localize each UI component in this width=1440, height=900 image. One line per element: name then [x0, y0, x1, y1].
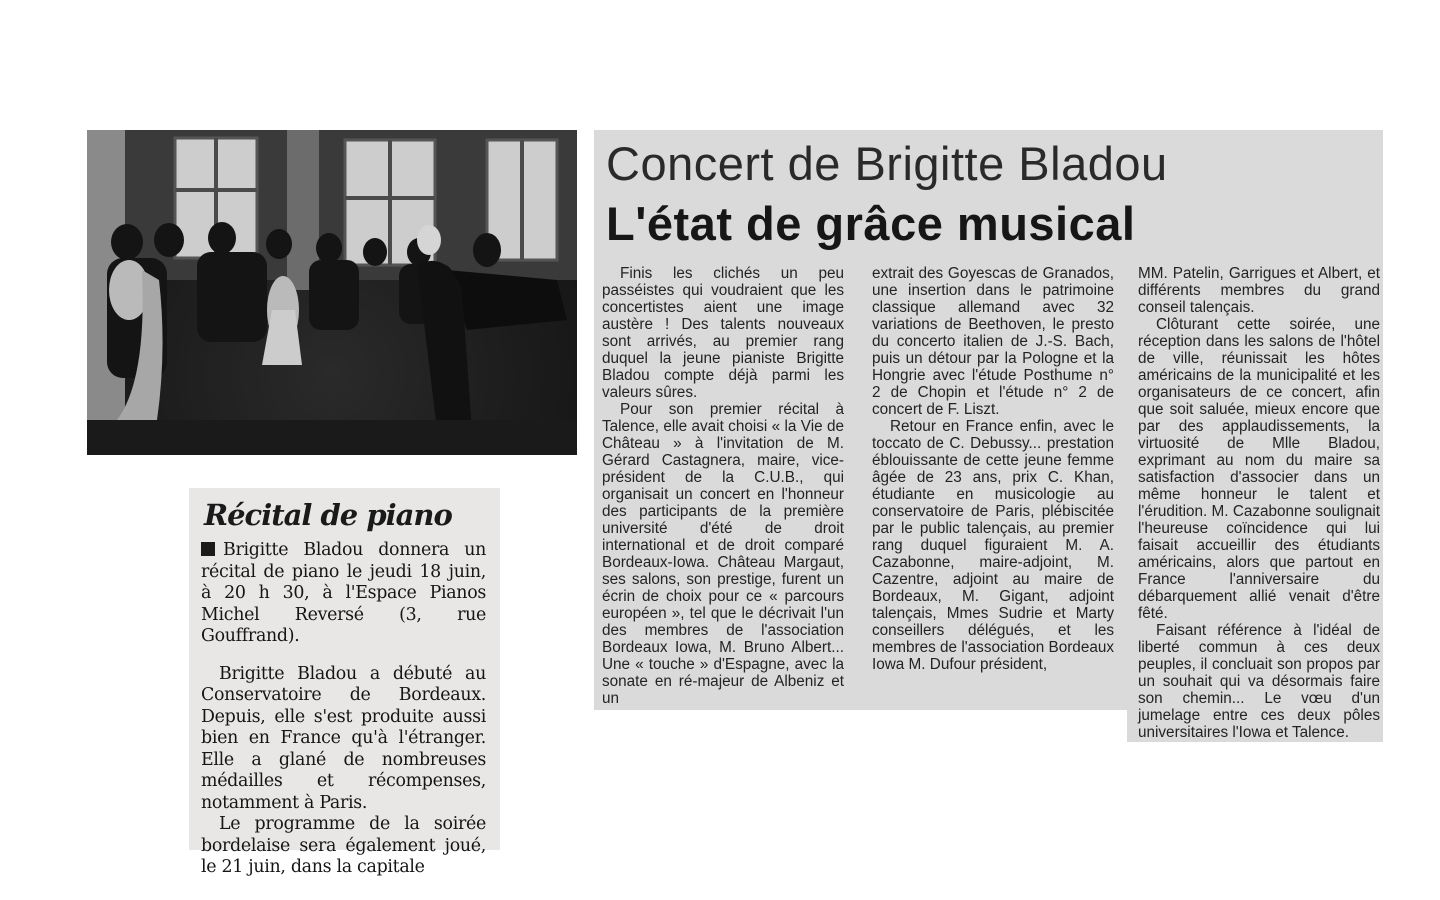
recital-headline: Récital de piano [204, 498, 452, 532]
article-column-1 [602, 265, 844, 707]
article-paragraph: MM. Patelin, Garrigues et Albert, et différents membres du grand conseil talençais. [1138, 265, 1380, 316]
square-bullet-icon [201, 542, 215, 556]
recital-clipping [189, 488, 500, 877]
recital-paragraph [201, 540, 486, 648]
article-paragraph: Faisant référence à l'idéal de liberté commun à ces deux peuples, il concluait son propos par un souhait qui va désormais faire son chemin... Le vœu d'un jumelage entre ces deux pôles universitaires l'Iowa et Talence. [1138, 622, 1380, 741]
article-paragraph: Pour son premier récital à Talence, elle avait choisi « la Vie de Château » à l'invitation de M. Gérard Castagnera, maire, vice-président de la C.U.B., qui organisait un concert en l'honneur des participants de la première université d'été de droit international et de droit comparé Bordeaux-Iowa. Château Margaut, ses salons, son prestige, furent un écrin de choix pour ce « parcours européen », tel que le décrivait l'un des membres de l'association Bordeaux Iowa, M. Bruno Albert... Une « touche » d'Espagne, avec la sonate en ré-majeur de Albeniz et un [602, 401, 844, 707]
concert-audience-photo-icon [87, 130, 577, 455]
concert-photo [87, 130, 577, 455]
article-paragraph: Finis les clichés un peu passéistes qui voudraient que les concertistes aient une image austère ! Des talents nouveaux sont arrivés, au premier rang duquel la jeune pianiste Brigitte Bladou compte déjà parmi les valeurs sûres. [602, 265, 844, 401]
recital-paragraph: Brigitte Bladou a débuté au Conservatoire de Bordeaux. Depuis, elle s'est produite aussi bien en France qu'à l'étranger. Elle a glané de nombreuses médailles et récompenses, notamment à Paris. [201, 663, 486, 813]
concert-article [594, 130, 1383, 742]
recital-paragraph-text: Brigitte Bladou donnera un récital de piano le jeudi 18 juin, à 20 h 30, à l'Espace Pianos Michel Reversé (3, rue Gouffrand). [201, 540, 486, 646]
article-headline: L'état de grâce musical [606, 197, 1136, 250]
article-paragraph: Clôturant cette soirée, une réception dans les salons de l'hôtel de ville, réunissait les hôtes américains de la municipalité et les organisateurs de ce concert, afin que soit saluée, mieux encore que par des applaudissements, la virtuosité de Mlle Bladou, exprimant au nom du maire sa satisfaction d'associer dans un même honneur le talent et l'érudition. M. Cazabonne soulignait l'heureuse coïncidence qui lui faisait accueillir des étudiants américains, alors que partout en France l'anniversaire du débarquement allié venait d'être fêté. [1138, 316, 1380, 622]
recital-paragraph: Le programme de la soirée bordelaise sera également joué, le 21 juin, dans la capitale [201, 814, 486, 877]
article-column-2 [872, 265, 1114, 673]
article-column-3 [1138, 265, 1380, 741]
article-kicker: Concert de Brigitte Bladou [606, 137, 1168, 190]
article-paragraph: Retour en France enfin, avec le toccato de C. Debussy... prestation éblouissante de cette jeune femme âgée de 23 ans, prix C. Khan, étudiante en musicologie au conservatoire de Paris, plébiscitée par le public talençais, au premier rang duquel figuraient M. A. Cazabonne, maire-adjoint, M. Cazentre, adjoint au maire de Bordeaux, M. Gigant, adjoint talençais, Mmes Sudrie et Marty conseillers délégués, et les membres de l'association Bordeaux Iowa M. Dufour président, [872, 418, 1114, 673]
article-paragraph: extrait des Goyescas de Granados, une insertion dans le patrimoine classique allemand avec 32 variations de Beethoven, le presto du concerto italien de J.-S. Bach, puis un détour par la Pologne et la Hongrie avec l'étude Posthume n° 2 de Chopin et l'étude n° 2 de concert de F. Liszt. [872, 265, 1114, 418]
